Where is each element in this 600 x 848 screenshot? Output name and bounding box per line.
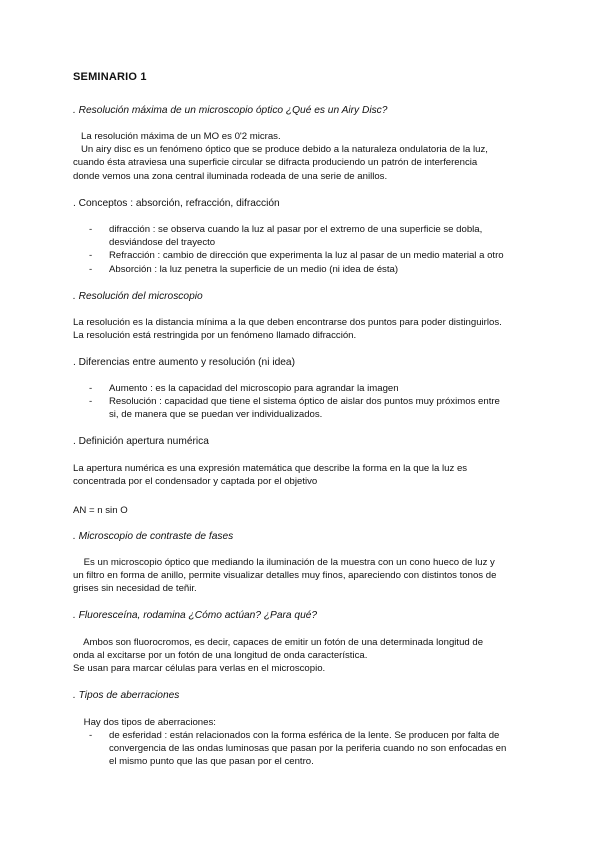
heading-contraste: . Microscopio de contraste de fases xyxy=(73,531,234,542)
paragraph-line: cuando ésta atraviesa una superficie circular se difracta produciendo un patrón de interferencia xyxy=(73,157,478,169)
paragraph-line: donde vemos una zona central iluminada rodeada de una serie de anillos. xyxy=(73,170,388,182)
paragraph-line: La apertura numérica es una expresión matemática que describe la forma en la que la luz es xyxy=(73,463,468,474)
bullet-dash: - xyxy=(89,396,93,408)
list-diferencias xyxy=(73,382,533,422)
heading-aberraciones: . Tipos de aberraciones xyxy=(73,690,180,701)
list-item-line: si, de manera que se puedan ver individualizados. xyxy=(109,409,323,421)
paragraph-line: Ambos son fluorocromos, es decir, capaces de emitir un fotón de una determinada longitud de xyxy=(73,637,484,648)
heading-apertura: . Definición apertura numérica xyxy=(73,436,209,447)
paragraph-line: La resolución es la distancia mínima a la que deben encontrarse dos puntos para poder distinguirlos. xyxy=(73,317,502,328)
list-item-line: Resolución : capacidad que tiene el sistema óptico de aislar dos puntos muy próximos entre xyxy=(109,396,500,408)
bullet-dash: - xyxy=(89,263,93,275)
list-item xyxy=(73,249,533,262)
bullet-dash: - xyxy=(89,224,93,235)
paragraph-line: La resolución está restringida por un fenómeno llamado difracción. xyxy=(73,330,357,342)
paragraph-airy-disc xyxy=(73,130,533,183)
list-item xyxy=(73,395,533,421)
paragraph-line: onda al excitarse por un fotón de una longitud de onda característica. xyxy=(73,650,368,662)
paragraph-line: Es un microscopio óptico que mediando la iluminación de la muestra con un cono hueco de luz y xyxy=(73,557,495,568)
paragraph-apertura xyxy=(73,462,533,488)
list-item-line: de esferidad : están relacionados con la forma esférica de la lente. Se producen por falta de xyxy=(109,730,500,741)
list-item-line: convergencia de las ondas luminosas que pasan por la periferia cuando no son enfocadas en xyxy=(109,743,507,755)
paragraph-line: Hay dos tipos de aberraciones: xyxy=(73,717,216,728)
list-item-line: Refracción : cambio de dirección que experimenta la luz al pasar de un medio material a otro xyxy=(109,250,504,262)
paragraph-aberraciones-intro xyxy=(73,716,533,729)
paragraph-contraste xyxy=(73,556,533,596)
list-item xyxy=(73,729,533,769)
bullet-dash: - xyxy=(89,383,93,394)
list-item xyxy=(73,223,533,249)
paragraph-line: La resolución máxima de un MO es 0'2 micras. xyxy=(73,131,281,142)
heading-airy-disc: . Resolución máxima de un microscopio óptico ¿Qué es un Airy Disc? xyxy=(73,105,388,116)
heading-fluoresceina: . Fluoresceína, rodamina ¿Cómo actúan? ¿Para qué? xyxy=(73,610,318,621)
list-item-line: Absorción : la luz penetra la superficie de un medio (ni idea de ésta) xyxy=(109,263,399,275)
list-item xyxy=(73,263,533,276)
paragraph-line: concentrada por el condensador y captada por el objetivo xyxy=(73,476,318,488)
document-title: SEMINARIO 1 xyxy=(73,71,147,83)
list-aberraciones xyxy=(73,729,533,769)
list-item-line: Aumento : es la capacidad del microscopio para agrandar la imagen xyxy=(109,383,399,394)
heading-diferencias: . Diferencias entre aumento y resolución (ni idea) xyxy=(73,357,295,368)
formula-numerical-aperture: AN = n sin O xyxy=(73,505,128,516)
bullet-dash: - xyxy=(89,730,93,741)
bullet-dash: - xyxy=(89,250,93,262)
paragraph-resolucion xyxy=(73,316,533,342)
list-item-line: difracción : se observa cuando la luz al pasar por el extremo de una superficie se dobla, xyxy=(109,224,483,235)
list-item-line: el mismo punto que las que pasan por el centro. xyxy=(109,756,314,768)
paragraph-line: grises sin necesidad de teñir. xyxy=(73,583,197,595)
paragraph-line: Se usan para marcar células para verlas en el microscopio. xyxy=(73,663,326,675)
heading-resolucion: . Resolución del microscopio xyxy=(73,291,203,302)
list-item xyxy=(73,382,533,395)
list-item-line: desviándose del trayecto xyxy=(109,237,216,249)
paragraph-line: Un airy disc es un fenómeno óptico que se produce debido a la naturaleza ondulatoria de la luz, xyxy=(73,144,488,156)
heading-conceptos: . Conceptos : absorción, refracción, difracción xyxy=(73,198,280,209)
list-conceptos xyxy=(73,223,533,276)
paragraph-fluoresceina xyxy=(73,636,533,676)
paragraph-line: un filtro en forma de anillo, permite visualizar detalles muy finos, apareciendo con distintos tonos de xyxy=(73,570,497,582)
